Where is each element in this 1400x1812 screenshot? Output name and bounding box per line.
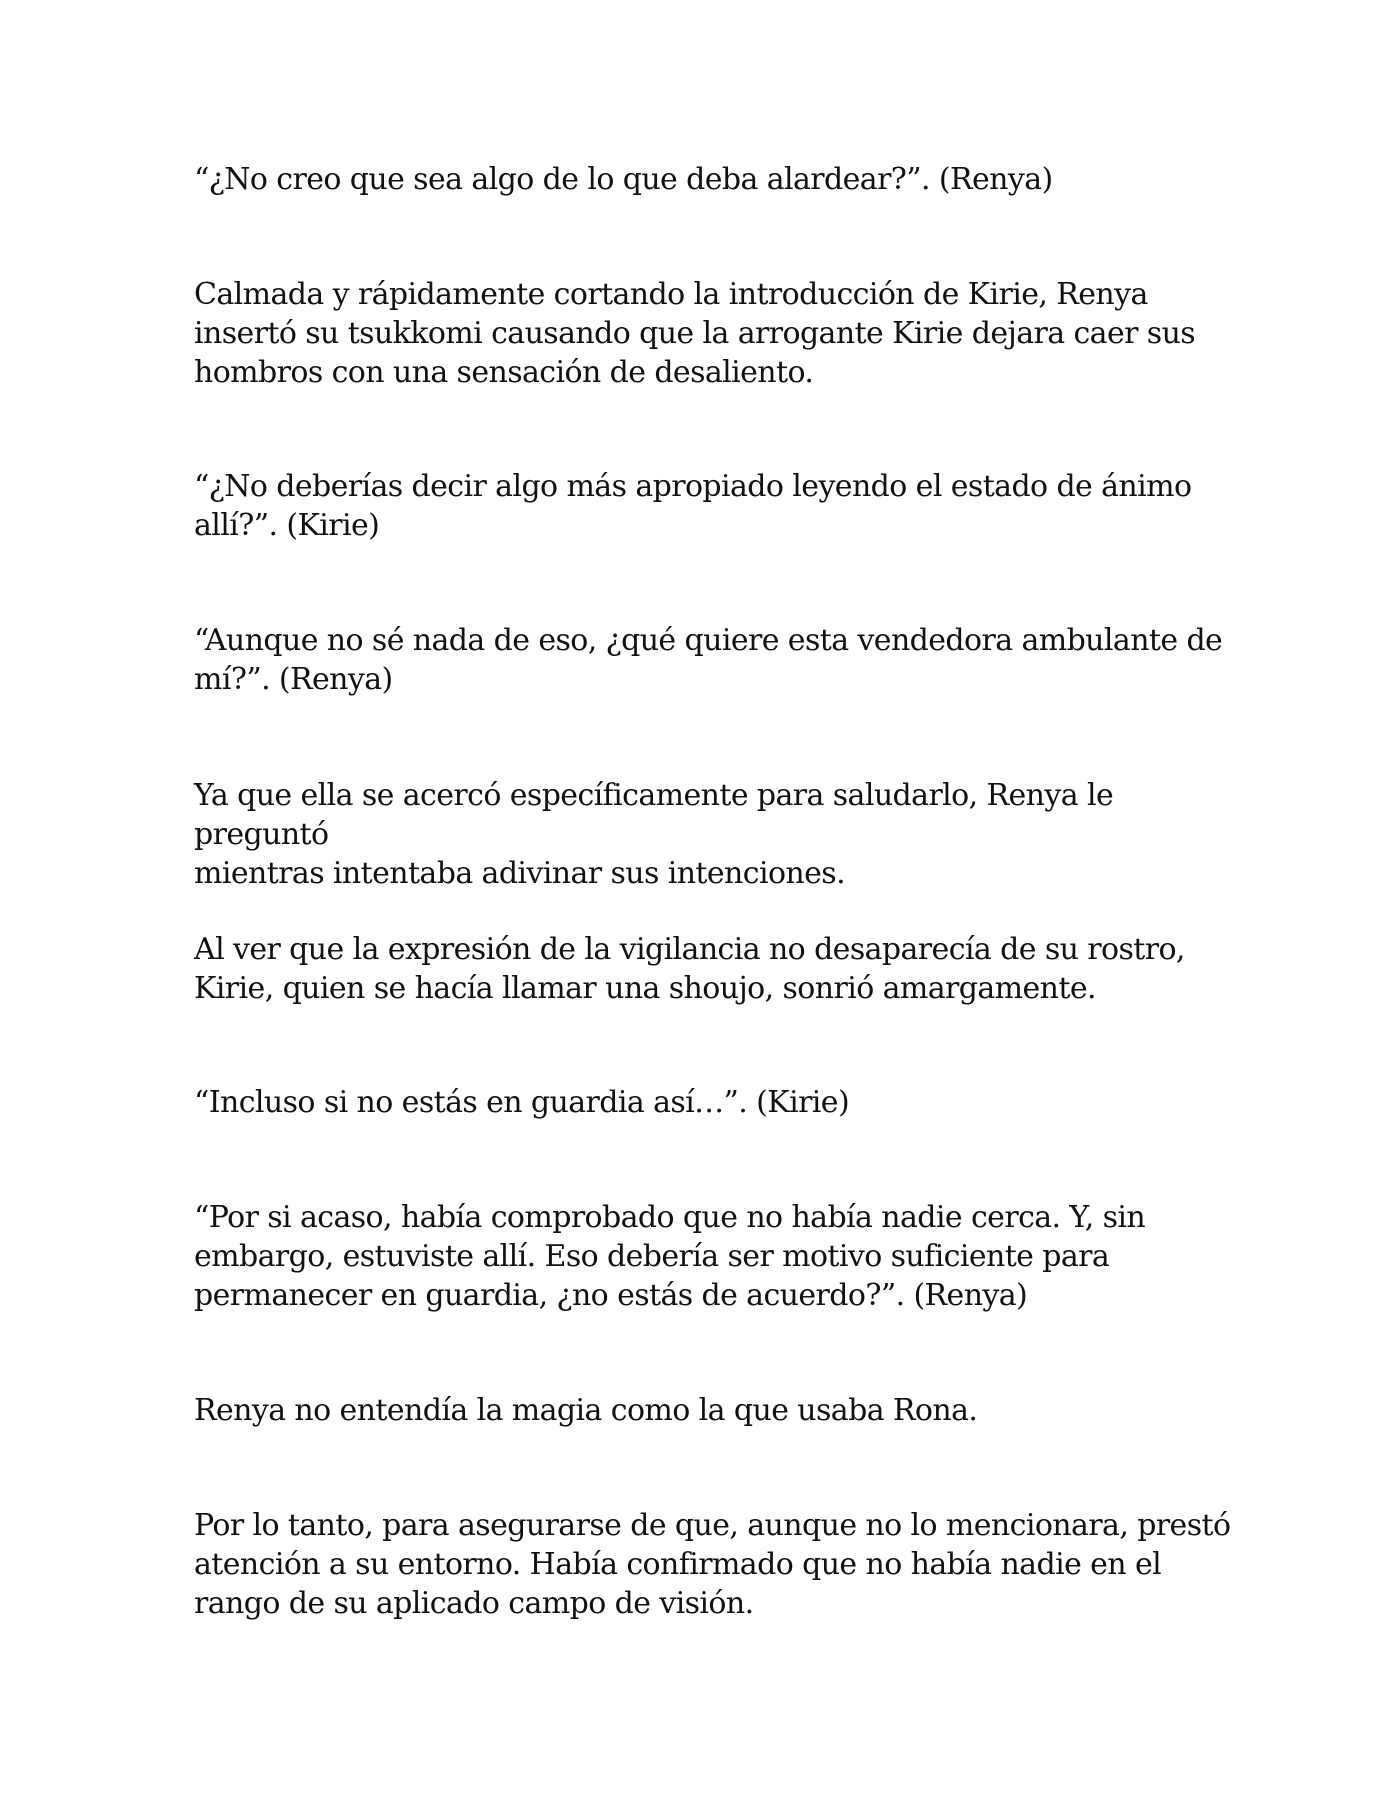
paragraph-3: “¿No deberías decir algo más apropiado leyendo el estado de ánimo allí?”. (Kirie) — [194, 469, 1192, 543]
paragraph-9: Renya no entendía la magia como la que usaba Rona. — [194, 1393, 978, 1428]
paragraph-7: “Incluso si no estás en guardia así…”. (Kirie) — [194, 1085, 850, 1120]
paragraph-8: “Por si acaso, había comprobado que no había nadie cerca. Y, sin embargo, estuviste allí. Eso debería ser motivo suficiente para permanecer en guardia, ¿no estás de acuerdo?”. (Renya) — [194, 1200, 1146, 1313]
paragraph-1: “¿No creo que sea algo de lo que deba alardear?”. (Renya) — [194, 162, 1053, 197]
paragraph-4: “Aunque no sé nada de eso, ¿qué quiere esta vendedora ambulante de mí?”. (Renya) — [194, 623, 1223, 697]
paragraph-2: Calmada y rápidamente cortando la introducción de Kirie, Renya insertó su tsukkomi causando que la arrogante Kirie dejara caer sus hombros con una sensación de desaliento. — [194, 277, 1196, 390]
paragraph-6: Al ver que la expresión de la vigilancia no desaparecía de su rostro, Kirie, quien se hacía llamar una shoujo, sonrió amargamente. — [194, 932, 1185, 1006]
paragraph-10: Por lo tanto, para asegurarse de que, aunque no lo mencionara, prestó atención a su entorno. Había confirmado que no había nadie en el rango de su aplicado campo de visión. — [194, 1508, 1231, 1621]
paragraph-5: Ya que ella se acercó específicamente para saludarlo, Renya le preguntó mientras intentaba adivinar sus intenciones. — [194, 778, 1114, 891]
